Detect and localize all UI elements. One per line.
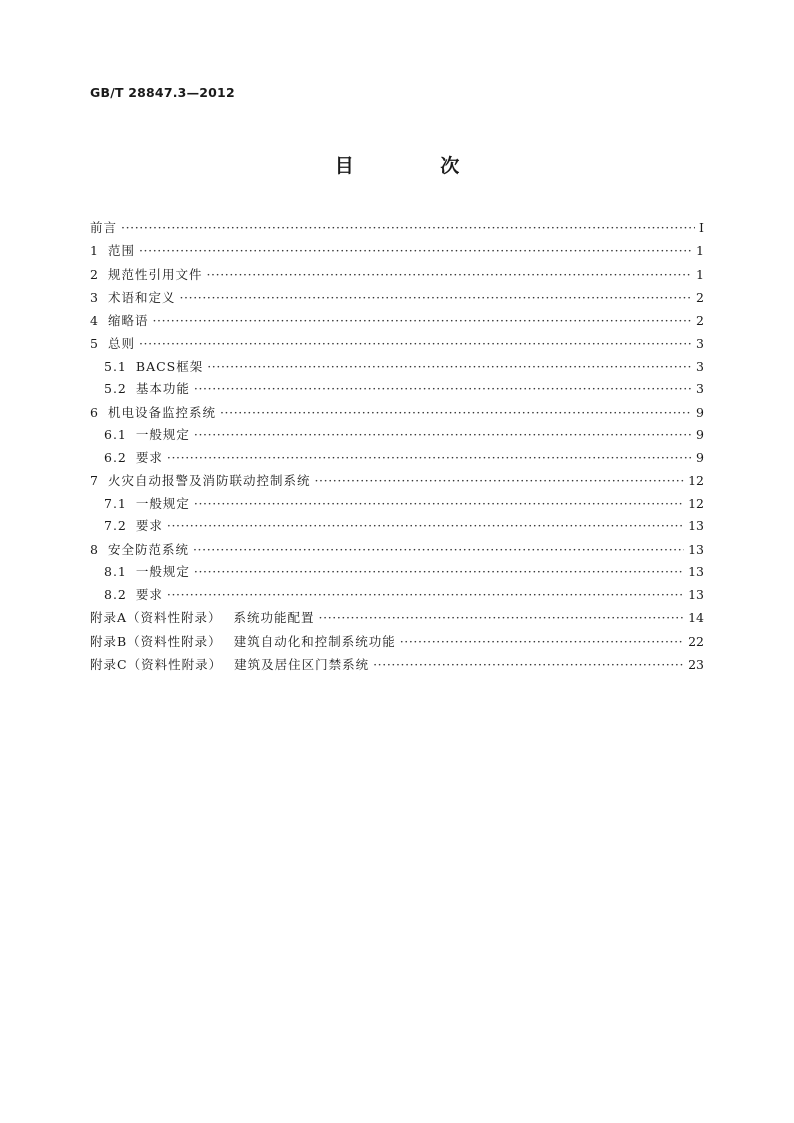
toc-entry[interactable]: [90, 653, 704, 676]
toc-entry-number: 5.1: [104, 358, 127, 374]
toc-entry-number: 5: [90, 336, 99, 352]
toc-entry[interactable]: [90, 493, 704, 516]
toc-entry[interactable]: [90, 332, 704, 355]
dot-leader: [220, 401, 692, 424]
toc-entry-label: [90, 469, 310, 492]
table-of-contents: [90, 216, 704, 676]
toc-entry-number: 4: [90, 313, 99, 329]
dot-leader: [179, 286, 692, 309]
toc-entry-number: 6.2: [104, 449, 127, 465]
toc-entry-title: 建筑及居住区门禁系统: [234, 657, 370, 673]
toc-entry-label: [90, 401, 216, 424]
toc-entry[interactable]: [90, 239, 704, 262]
toc-entry-number: 7: [90, 473, 99, 489]
toc-entry-label: [104, 584, 163, 607]
dot-leader: [121, 216, 695, 239]
toc-entry[interactable]: [90, 630, 704, 653]
toc-entry-number: 8.2: [104, 586, 127, 602]
toc-entry-title: 一般规定: [135, 427, 190, 443]
toc-entry[interactable]: [90, 378, 704, 401]
dot-leader: [373, 653, 684, 676]
toc-entry[interactable]: [90, 469, 704, 492]
toc-entry-label: [90, 630, 396, 653]
toc-entry[interactable]: [90, 424, 704, 447]
toc-entry-label: [104, 447, 163, 470]
toc-entry-label: [90, 216, 117, 239]
toc-entry-number: 6.1: [104, 427, 127, 443]
dot-leader: [206, 263, 692, 286]
toc-entry-title: 范围: [107, 243, 135, 259]
toc-entry-page: 23: [688, 657, 704, 673]
toc-entry-title: 要求: [135, 518, 163, 534]
toc-entry-title: 前言: [90, 220, 118, 235]
toc-entry-title: 机电设备监控系统: [107, 404, 216, 420]
toc-entry-page: 9: [696, 404, 704, 420]
toc-entry[interactable]: [90, 447, 704, 470]
toc-entry-page: 2: [696, 289, 704, 305]
dot-leader: [167, 515, 684, 538]
toc-entry-number: 6: [90, 404, 99, 420]
toc-entry-title: 一般规定: [135, 495, 190, 511]
toc-entry[interactable]: [90, 561, 704, 584]
dot-leader: [400, 630, 684, 653]
dot-leader: [167, 447, 692, 470]
toc-entry-page: 1: [696, 266, 704, 282]
toc-entry-title: 火灾自动报警及消防联动控制系统: [107, 473, 311, 489]
toc-entry-page: 3: [696, 381, 704, 397]
toc-entry-page: 3: [696, 336, 704, 352]
dot-leader: [314, 469, 684, 492]
dot-leader: [193, 538, 684, 561]
toc-entry-title: 基本功能: [135, 381, 190, 397]
toc-entry[interactable]: [90, 606, 704, 629]
toc-entry-label: [90, 309, 148, 332]
toc-entry-number: 7.2: [104, 518, 127, 534]
toc-entry-page: 12: [688, 495, 704, 511]
toc-entry-number: 附录B（资料性附录）: [90, 633, 222, 649]
toc-entry-number: 8: [90, 541, 99, 557]
toc-entry[interactable]: [90, 309, 704, 332]
toc-entry[interactable]: [90, 401, 704, 424]
toc-entry-label: [104, 515, 163, 538]
toc-entry-label: [104, 493, 190, 516]
toc-entry-label: [90, 653, 369, 676]
toc-entry-label: [104, 356, 203, 379]
toc-entry-page: 13: [688, 564, 704, 580]
toc-entry-title: 术语和定义: [107, 289, 176, 305]
toc-entry-label: [90, 606, 315, 629]
page-title: 目 次: [334, 155, 500, 177]
toc-entry-label: [90, 263, 202, 286]
dot-leader: [139, 239, 692, 262]
toc-entry-page: 13: [688, 586, 704, 602]
toc-entry-label: [104, 561, 190, 584]
toc-entry-page: 1: [696, 243, 704, 259]
toc-entry-label: [90, 239, 135, 262]
dot-leader: [139, 332, 692, 355]
dot-leader: [152, 309, 692, 332]
toc-entry-page: Ⅰ: [699, 220, 704, 235]
toc-entry-title: 要求: [135, 586, 163, 602]
toc-entry-title: 一般规定: [135, 564, 190, 580]
standard-code: GB/T 28847.3—2012: [90, 85, 235, 100]
toc-entry[interactable]: [90, 216, 704, 239]
toc-entry-title: BACS框架: [135, 358, 204, 374]
toc-entry[interactable]: [90, 515, 704, 538]
toc-entry-title: 系统功能配置: [233, 610, 315, 626]
toc-entry-title: 建筑自动化和控制系统功能: [233, 633, 396, 649]
toc-entry-title: 规范性引用文件: [107, 266, 203, 282]
toc-entry-page: 9: [696, 427, 704, 443]
toc-entry-label: [90, 538, 189, 561]
toc-entry-number: 5.2: [104, 381, 127, 397]
toc-entry-page: 13: [688, 518, 704, 534]
dot-leader: [319, 606, 685, 629]
toc-entry-number: 8.1: [104, 564, 127, 580]
toc-entry-title: 要求: [135, 449, 163, 465]
dot-leader: [194, 561, 684, 584]
toc-entry-label: [90, 332, 135, 355]
dot-leader: [167, 584, 684, 607]
toc-entry-number: 附录C（资料性附录）: [90, 657, 223, 673]
dot-leader: [194, 424, 692, 447]
toc-entry[interactable]: [90, 286, 704, 309]
toc-entry-number: 附录A（资料性附录）: [90, 610, 222, 626]
toc-entry-page: 9: [696, 449, 704, 465]
toc-entry-title: 安全防范系统: [107, 541, 189, 557]
toc-entry-label: [104, 378, 190, 401]
toc-entry-title: 缩略语: [107, 313, 149, 329]
dot-leader: [207, 356, 692, 379]
toc-entry-page: 12: [688, 473, 704, 489]
toc-entry-page: 14: [688, 610, 704, 626]
dot-leader: [194, 493, 684, 516]
dot-leader: [194, 378, 692, 401]
toc-entry-page: 13: [688, 541, 704, 557]
toc-entry[interactable]: [90, 356, 704, 379]
toc-entry-number: 3: [90, 289, 99, 305]
toc-entry-label: [90, 286, 175, 309]
toc-entry[interactable]: [90, 263, 704, 286]
toc-entry-number: 1: [90, 243, 99, 259]
toc-entry-number: 2: [90, 266, 99, 282]
toc-entry-page: 2: [696, 313, 704, 329]
toc-entry-label: [104, 424, 190, 447]
toc-entry-page: 22: [688, 633, 704, 649]
toc-entry-title: 总则: [107, 336, 135, 352]
toc-entry[interactable]: [90, 584, 704, 607]
toc-entry-number: 7.1: [104, 495, 127, 511]
toc-entry[interactable]: [90, 538, 704, 561]
toc-entry-page: 3: [696, 358, 704, 374]
